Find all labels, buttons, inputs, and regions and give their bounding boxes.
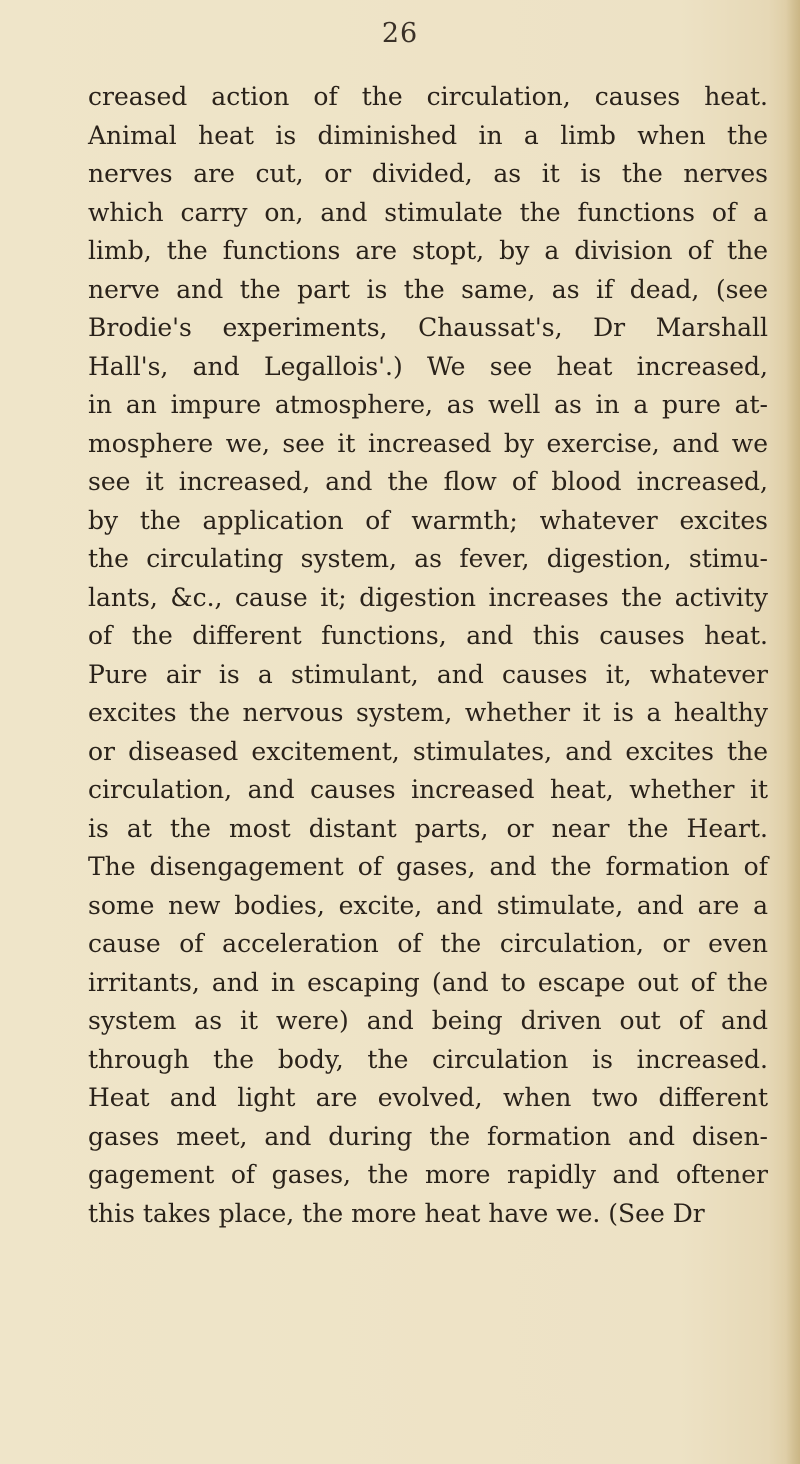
text-line: this takes place, the more heat have we. (See Dr [88,1198,705,1228]
text-line: Pure air is a stimulant, and causes it, whatever [88,659,768,689]
text-line: cause of acceleration of the circulation, or even [88,929,768,958]
page-number: 26 [381,18,419,49]
text-line: which carry on, and stimulate the functions of a [88,197,768,227]
text-line: is at the most distant parts, or near the Heart. [88,813,768,843]
text-line: nerve and the part is the same, as if dead, (see [88,274,768,304]
text-line: Heat and light are evolved, when two different [88,1083,768,1112]
text-line: Brodie's experiments, Chaussat's, Dr Marshall [88,313,768,342]
body-paragraph [88,78,768,1233]
text-line: mosphere we, see it increased by exercise, and we [88,428,768,458]
text-line: or diseased excitement, stimulates, and excites the [88,736,768,766]
text-line: limb, the functions are stopt, by a division of the [88,236,768,265]
text-line: through the body, the circulation is increased. [88,1044,768,1074]
text-line: excites the nervous system, whether it is a healthy [88,698,768,727]
text-line: gagement of gases, the more rapidly and oftener [88,1160,768,1189]
text-line: nerves are cut, or divided, as it is the nerves [88,159,768,188]
text-line: creased action of the circulation, causes heat. [88,82,768,111]
text-line: of the different functions, and this causes heat. [88,621,768,650]
text-line: some new bodies, excite, and stimulate, and are a [88,890,768,920]
text-line: lants, &c., cause it; digestion increases the activity [88,582,768,612]
text-line: Hall's, and Legallois'.) We see heat increased, [88,351,768,381]
text-line: by the application of warmth; whatever excites [88,505,768,535]
page-edge-shadow [786,0,800,1464]
text-line: Animal heat is diminished in a limb when the [88,120,768,150]
text-line: irritants, and in escaping (and to escape out of the [88,967,768,997]
text-line: The disengagement of gases, and the formation of [88,852,768,881]
text-line: the circulating system, as fever, digestion, stimu- [88,544,768,573]
text-line: circulation, and causes increased heat, whether it [88,775,768,804]
text-line: in an impure atmosphere, as well as in a pure at- [88,390,768,419]
text-line: system as it were) and being driven out of and [88,1006,768,1035]
text-line: see it increased, and the flow of blood increased, [88,467,768,496]
text-line: gases meet, and during the formation and disen- [88,1121,768,1151]
